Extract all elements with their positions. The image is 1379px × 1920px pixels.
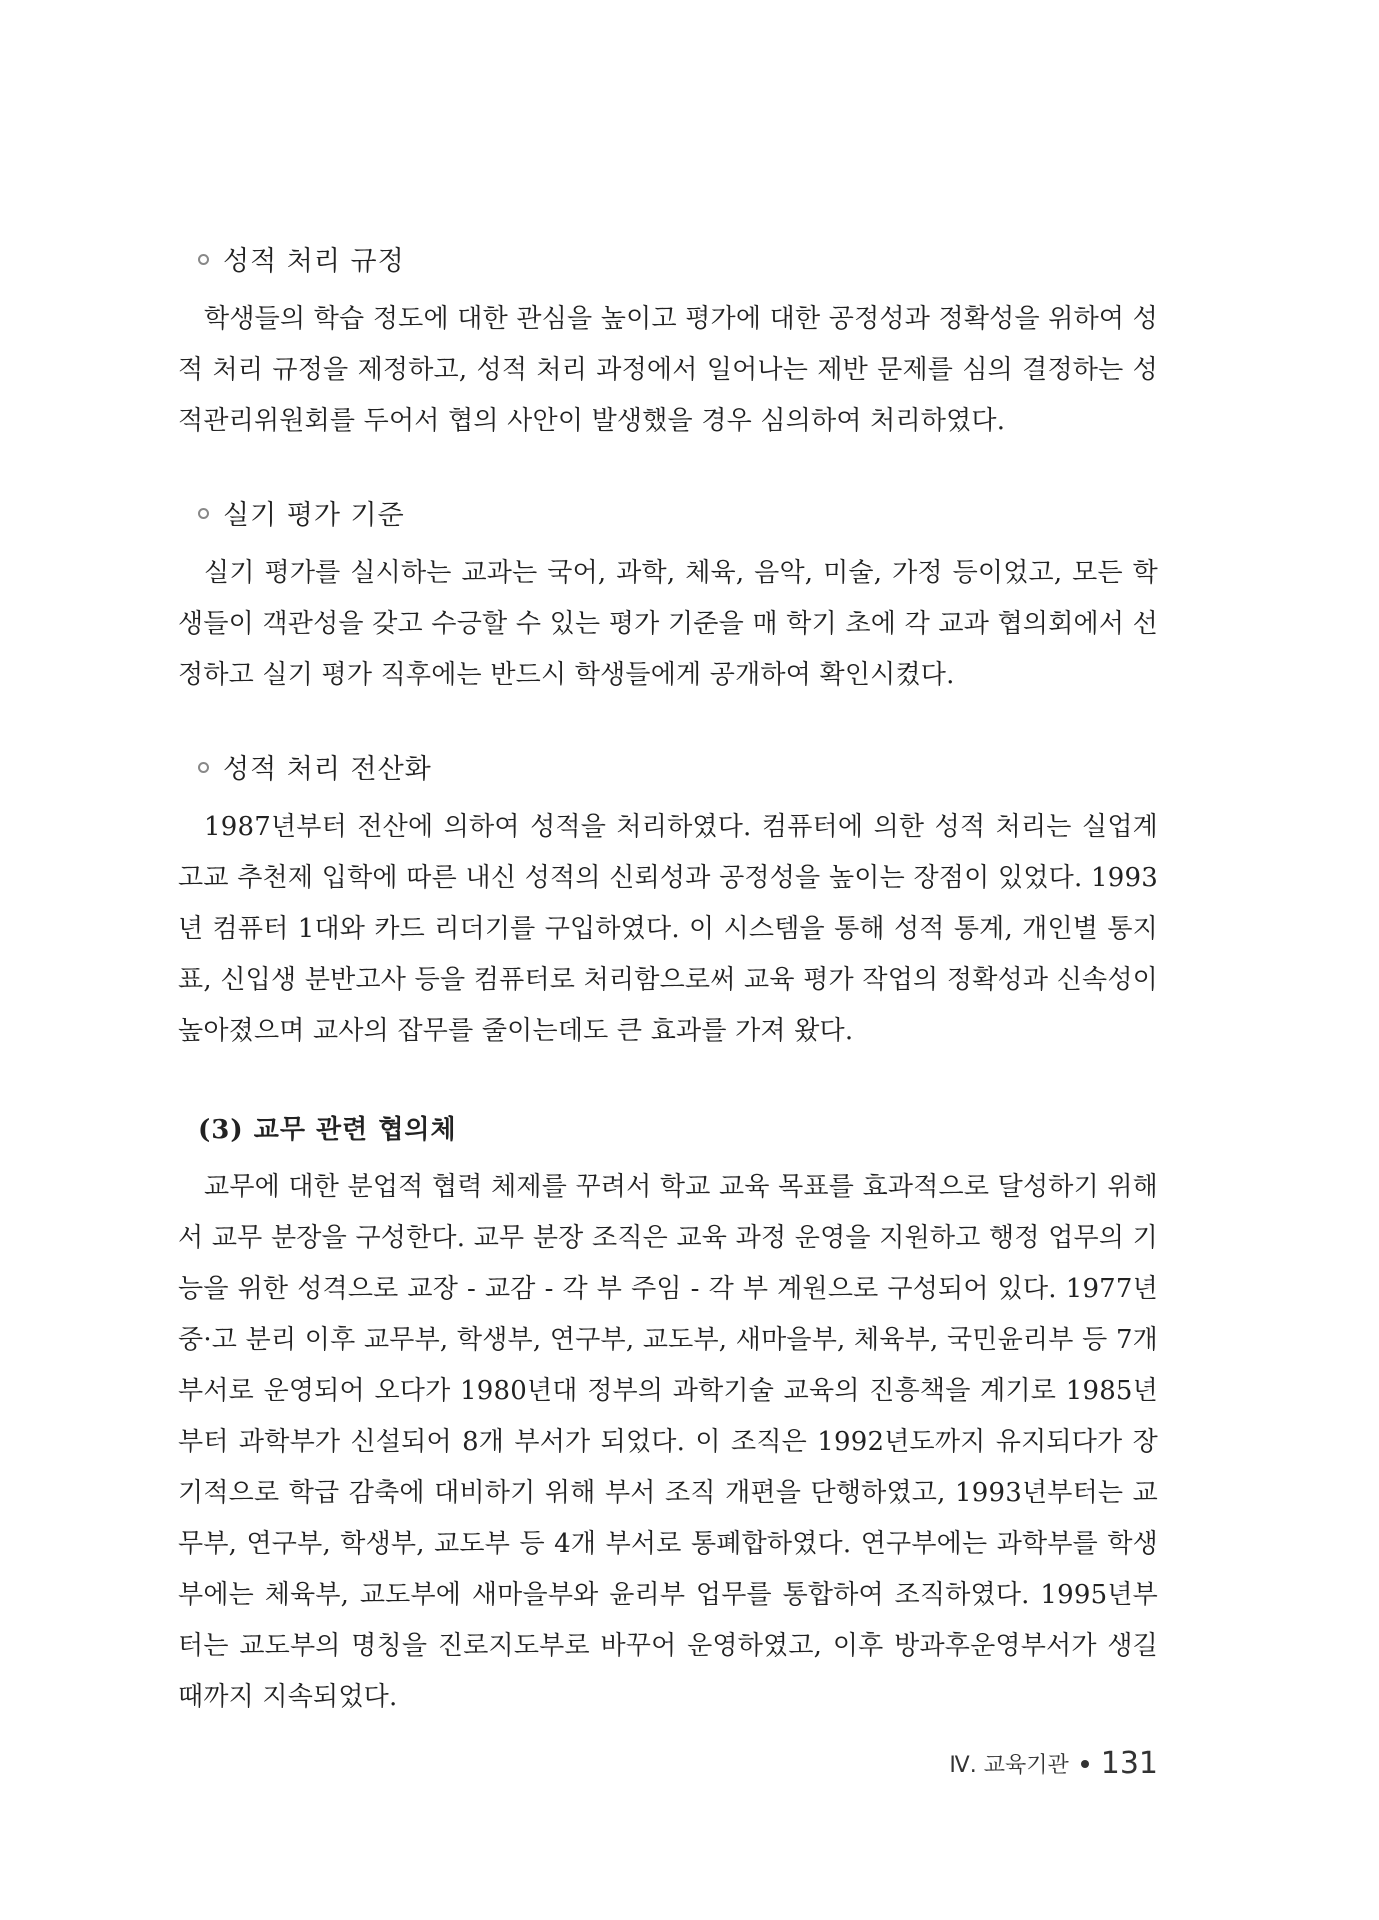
page-footer <box>949 1746 1158 1781</box>
bullet-icon <box>198 254 209 265</box>
separator-dot-icon <box>1081 1760 1089 1768</box>
section-practical-criteria <box>178 496 1158 701</box>
section-heading-text: 실기 평가 기준 <box>223 500 405 531</box>
section-heading <box>198 242 1158 282</box>
section-paragraph: 학생들의 학습 정도에 대한 관심을 높이고 평가에 대한 공정성과 정확성을 위하여 성적 처리 규정을 제정하고, 성적 처리 과정에서 일어나는 제반 문제를 심의 결정하는 성적관리위원회를 두어서 협의 사안이 발생했을 경우 심의하여 처리하였다. <box>178 304 1158 436</box>
section-paragraph: 실기 평가를 실시하는 교과는 국어, 과학, 체육, 음악, 미술, 가정 등이었고, 모든 학생들이 객관성을 갖고 수긍할 수 있는 평가 기준을 매 학기 초에 각 교과 협의회에서 선정하고 실기 평가 직후에는 반드시 학생들에게 공개하여 확인시켰다. <box>178 558 1158 690</box>
section-heading <box>198 496 1158 536</box>
bullet-icon <box>198 508 209 519</box>
section-heading <box>198 750 1158 790</box>
bullet-icon <box>198 762 209 773</box>
section-grade-rules <box>178 242 1158 447</box>
section-paragraph: 교무에 대한 분업적 협력 체제를 꾸려서 학교 교육 목표를 효과적으로 달성하기 위해서 교무 분장을 구성한다. 교무 분장 조직은 교육 과정 운영을 지원하고 행정 업무의 기능을 위한 성격으로 교장 - 교감 - 각 부 주임 - 각 부 계원으로 구성되어 있다. 1977년 중·고 분리 이후 교무부, 학생부, 연구부, 교도부, 새마을부, 체육부, 국민윤리부 등 7개 부서로 운영되어 오다가 1980년대 정부의 과학기술 교육의 진흥책을 계기로 1985년부터 과학부가 신설되어 8개 부서가 되었다. 이 조직은 1992년도까지 유지되다가 장기적으로 학급 감축에 대비하기 위해 부서 조직 개편을 단행하였고, 1993년부터는 교무부, 연구부, 학생부, 교도부 등 4개 부서로 통폐합하였다. 연구부에는 과학부를 학생부에는 체육부, 교도부에 새마을부와 윤리부 업무를 통합하여 조직하였다. 1995년부터는 교도부의 명칭을 진로지도부로 바꾸어 운영하였고, 이후 방과후운영부서가 생길 때까지 지속되었다. <box>178 1172 1158 1712</box>
section-heading: (3) 교무 관련 협의체 <box>198 1115 457 1145</box>
section-academic-council <box>178 1110 1158 1723</box>
section-computerization <box>178 750 1158 1057</box>
section-heading-text: 성적 처리 규정 <box>223 246 405 277</box>
page-number: 131 <box>1100 1746 1158 1781</box>
section-paragraph: 1987년부터 전산에 의하여 성적을 처리하였다. 컴퓨터에 의한 성적 처리는 실업계 고교 추천제 입학에 따른 내신 성적의 신뢰성과 공정성을 높이는 장점이 있었다. 1993년 컴퓨터 1대와 카드 리더기를 구입하였다. 이 시스템을 통해 성적 통계, 개인별 통지표, 신입생 분반고사 등을 컴퓨터로 처리함으로써 교육 평가 작업의 정확성과 신속성이 높아졌으며 교사의 잡무를 줄이는데도 큰 효과를 가져 왔다. <box>178 812 1158 1046</box>
section-heading-text: 성적 처리 전산화 <box>223 754 432 785</box>
chapter-label: Ⅳ. 교육기관 <box>949 1753 1069 1778</box>
